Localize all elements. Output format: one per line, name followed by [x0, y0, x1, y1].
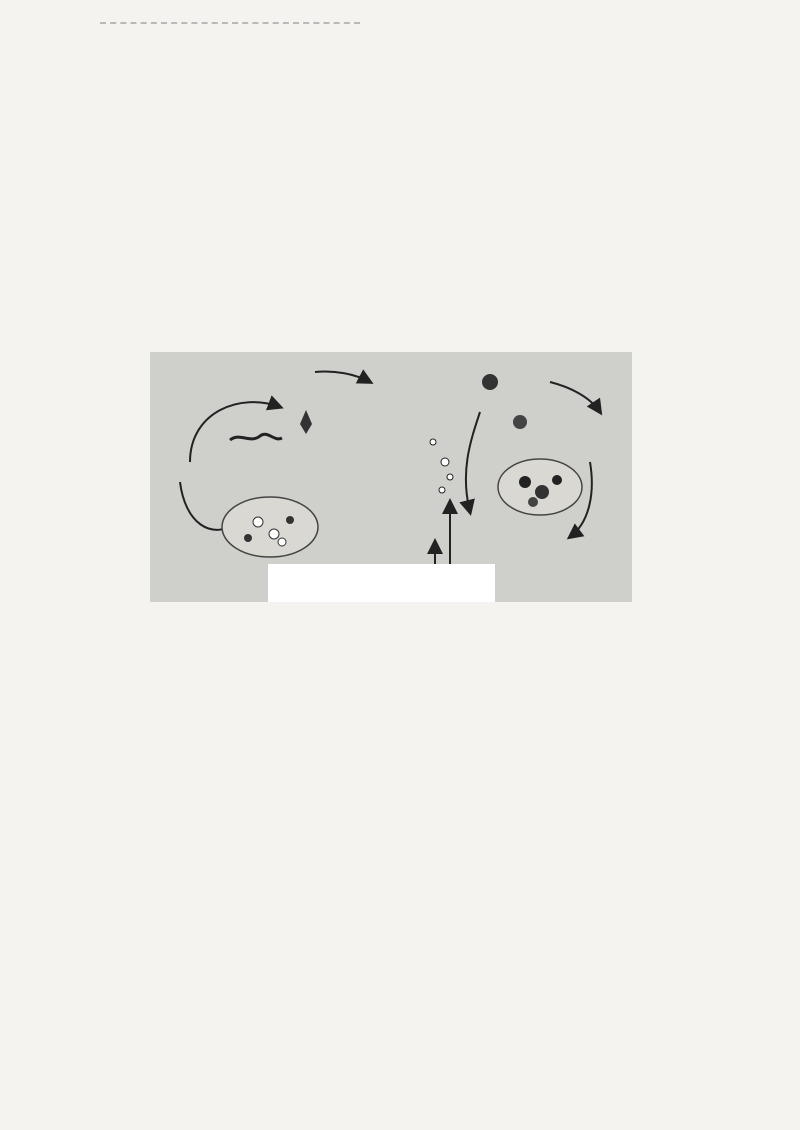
crab-shape — [482, 374, 498, 390]
cycle-arrow — [466, 412, 480, 512]
cycle-arrow — [190, 402, 280, 462]
shrimp-shape — [300, 410, 312, 434]
sulfur-bacteria-colony — [222, 497, 318, 557]
cycle-arrow — [550, 382, 600, 412]
top-dashed-line — [100, 22, 360, 24]
figure-redaction — [268, 564, 495, 602]
urchin-shape — [513, 415, 527, 429]
cycle-arrow — [315, 371, 370, 382]
cold-seep-ecosystem-figure — [150, 352, 632, 602]
worm-shape — [230, 434, 282, 440]
